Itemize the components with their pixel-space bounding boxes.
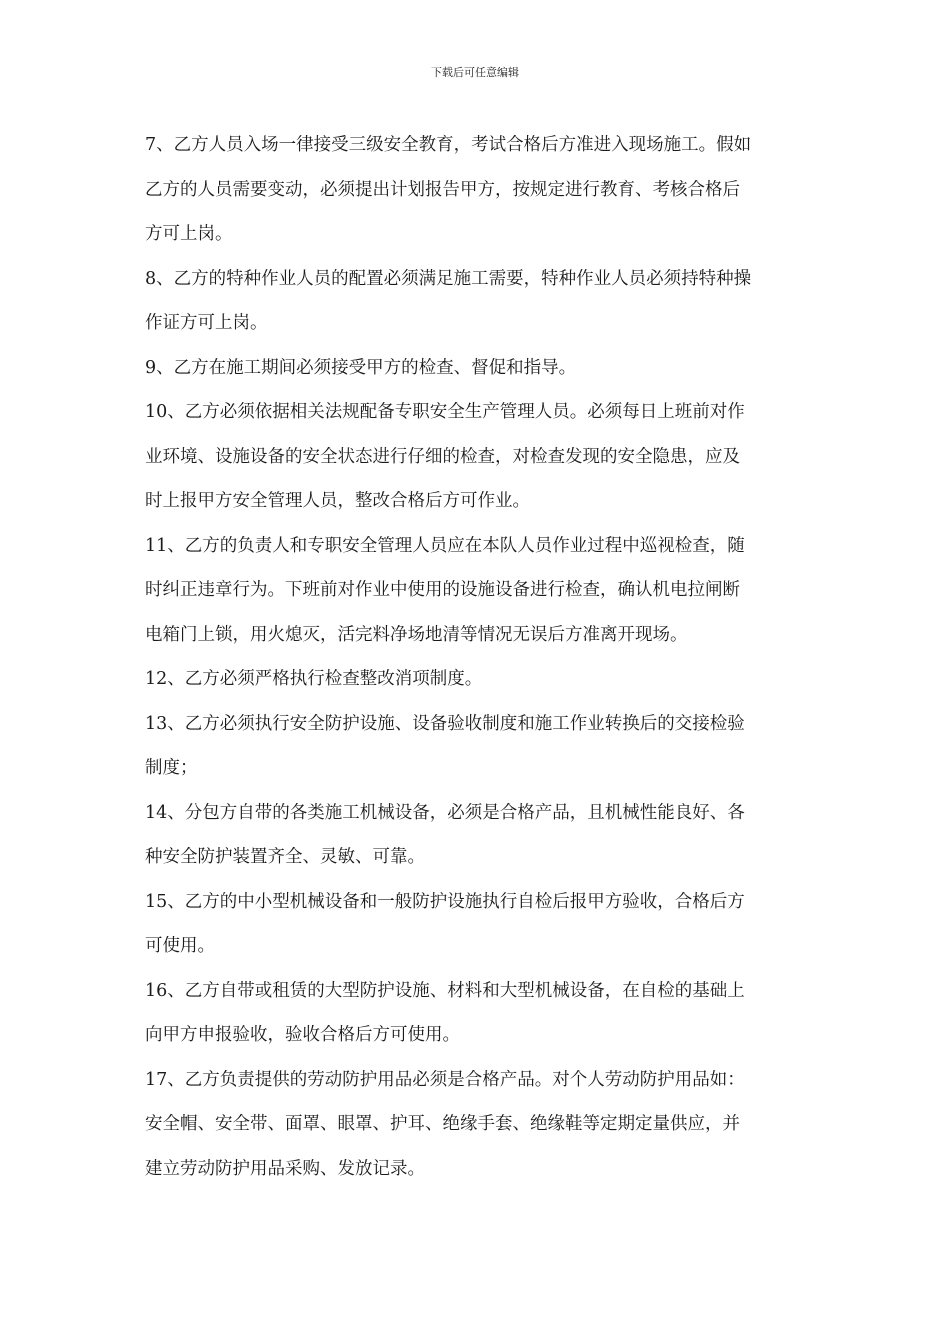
text-line: 10、乙方必须依据相关法规配备专职安全生产管理人员。必须每日上班前对作 bbox=[145, 402, 745, 422]
paragraph bbox=[145, 346, 810, 391]
text-line: 建立劳动防护用品采购、发放记录。 bbox=[145, 1158, 425, 1179]
paragraph bbox=[145, 880, 810, 969]
document-body bbox=[145, 123, 810, 1191]
paragraph bbox=[145, 791, 810, 880]
text-line: 时上报甲方安全管理人员，整改合格后方可作业。 bbox=[145, 491, 530, 511]
text-line: 业环境、设施设备的安全状态进行仔细的检查，对检查发现的安全隐患，应及 bbox=[145, 446, 740, 467]
text-line: 方可上岗。 bbox=[145, 224, 233, 244]
text-line: 乙方的人员需要变动，必须提出计划报告甲方，按规定进行教育、考核合格后 bbox=[145, 179, 740, 200]
text-line: 可使用。 bbox=[145, 936, 215, 956]
paragraph bbox=[145, 657, 810, 702]
text-line: 15、乙方的中小型机械设备和一般防护设施执行自检后报甲方验收，合格后方 bbox=[145, 891, 745, 912]
paragraph bbox=[145, 1058, 810, 1192]
text-line: 安全帽、安全带、面罩、眼罩、护耳、绝缘手套、绝缘鞋等定期定量供应，并 bbox=[145, 1114, 740, 1134]
text-line: 9、乙方在施工期间必须接受甲方的检查、督促和指导。 bbox=[145, 357, 577, 378]
text-line: 制度； bbox=[145, 758, 198, 778]
text-line: 16、乙方自带或租赁的大型防护设施、材料和大型机械设备，在自检的基础上 bbox=[145, 980, 745, 1001]
text-line: 7、乙方人员入场一律接受三级安全教育，考试合格后方准进入现场施工。假如 bbox=[145, 135, 752, 155]
paragraph bbox=[145, 123, 810, 257]
paragraph bbox=[145, 969, 810, 1058]
text-line: 向甲方申报验收，验收合格后方可使用。 bbox=[145, 1025, 460, 1045]
text-line: 12、乙方必须严格执行检查整改消项制度。 bbox=[145, 669, 483, 689]
paragraph bbox=[145, 702, 810, 791]
text-line: 17、乙方负责提供的劳动防护用品必须是合格产品。对个人劳动防护用品如： bbox=[145, 1069, 745, 1090]
text-line: 14、分包方自带的各类施工机械设备，必须是合格产品，且机械性能良好、各 bbox=[145, 802, 745, 823]
text-line: 时纠正违章行为。下班前对作业中使用的设施设备进行检查，确认机电拉闸断 bbox=[145, 580, 740, 600]
page-header: 下载后可任意编辑 bbox=[431, 66, 519, 79]
paragraph bbox=[145, 257, 810, 346]
paragraph bbox=[145, 524, 810, 658]
text-line: 电箱门上锁，用火熄灭，活完料净场地清等情况无误后方准离开现场。 bbox=[145, 624, 688, 645]
text-line: 13、乙方必须执行安全防护设施、设备验收制度和施工作业转换后的交接检验 bbox=[145, 713, 745, 734]
text-line: 8、乙方的特种作业人员的配置必须满足施工需要，特种作业人员必须持特种操 bbox=[145, 268, 752, 289]
text-line: 种安全防护装置齐全、灵敏、可靠。 bbox=[145, 847, 425, 867]
text-line: 作证方可上岗。 bbox=[145, 313, 268, 333]
paragraph bbox=[145, 390, 810, 524]
text-line: 11、乙方的负责人和专职安全管理人员应在本队人员作业过程中巡视检查，随 bbox=[145, 535, 745, 556]
